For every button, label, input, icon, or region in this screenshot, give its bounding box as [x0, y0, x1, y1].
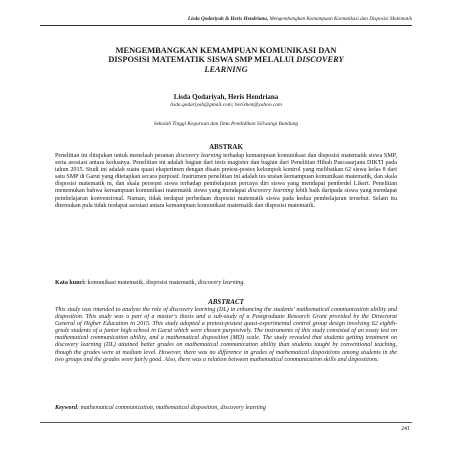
kata-kunci-label: Kata kunci: — [55, 280, 86, 286]
kata-kunci — [55, 280, 397, 287]
title-line-1: MENGEMBANGKAN KEMAMPUAN KOMUNIKASI DAN — [115, 46, 337, 55]
abstract-body: This study was intended to analyze the role of discovery learning (DL) in enhancing the students' mathematical communication ability and disposition. This study was a part of a master's thesis and a sub-study of a Postgraduate Research Grant provided by the Directorat General of Higher Education in 2015. This study adopted a pretest-postest quasi-experimental control group design involving 62 eighth-grade students of a junior high school in Garut which were chosen purposively. The instruments of this study consisted of an essay test on mathematical communication ability, and a mathematical disposition (MD) scale. The study revealed that students getting treatment on discovery learning (DL) attained better grades on mathematical communication ability than students taught by conventional teaching, though the grades were at medium level. However, there was no difference in grades of mathematical dispositions among students in the two groups and the grades were fairly good. Also, there was a relation between mathematical communication skills and dispositions. — [55, 307, 397, 363]
author-names: Lisda Qodariyah, Heris Hendriana — [173, 93, 279, 101]
abstrak-heading: ABSTRAK — [209, 143, 243, 151]
title-line-3 — [60, 65, 392, 74]
running-head-authors: Lisda Qodariyah & Heris Hendriana, — [187, 16, 269, 22]
title-line-2-italic: DISCOVERY — [296, 55, 344, 65]
title-line-2-plain: DISPOSISI MATEMATIK SISWA SMP MELALUI — [108, 55, 295, 65]
running-head-title: Mengembangkan Kemampuan Komunikasi dan Disposisi Matematik — [269, 16, 412, 22]
title-line-2 — [60, 55, 392, 64]
footer-rule — [40, 422, 412, 423]
keyword-text: : mathematical communication, mathematical disposition, discovery learning — [77, 405, 266, 411]
abstrak-text-a: Penelitian ini ditujukan untuk menelaah peranan — [55, 153, 174, 159]
title-line-3-italic: LEARNING — [204, 64, 248, 74]
abstrak-text-c: terhadap kemampuan komunikasi dan disposisi matematik siswa SMP, serta asosiasi antara keduanya. Penelitian ini adalah bagian dari tesis magister dan bagian dari Penelitian Hibah Pascasarjana DIKTI pada tahun 2015. Studi ini adalah suatu quasi eksperimen dengan disain pretest-postes kelompok kontrol yang melibatkan 62 siswa kelas 8 dari satu SMP di Garut yang ditetapkan secara purposif. Instrumen penelitian ini adalah tes uraian kemampuan komunikasi matematik, dan skala disposisi matematik m, dan skala persepsi siswa terhadap pembelajaran percaya diri siswa yang mendapat pembedel Likert. Penelitian menemukan bahwa kemampuan komunikasi matematik siswa yang mendapat — [55, 153, 397, 195]
keyword-label: Keyword — [55, 405, 78, 411]
abstrak-text-b: discovery learning — [175, 153, 222, 159]
keyword-line — [55, 405, 397, 412]
abstrak-body — [55, 153, 397, 210]
kata-kunci-text-a: komunikasi matematik, disposisi matematik, — [87, 280, 197, 286]
kata-kunci-text-b: discovery learning. — [197, 280, 245, 286]
author-affiliation: Sekolah Tinggi Keguruan dan Ilmu Pendidikan Siliwangi Bandung — [153, 121, 299, 127]
abstrak-text-d: discovery learning — [247, 188, 294, 195]
abstrak-text-e: lebih baik daripada siswa yang mendapat pembelajaran konvensional. Naman, tidak terdapat perbedaan disposisi matematik siswa pada kedua pembelajaran tersebut. Selain itu ditemukan pula tidak terdapat asosiasi antara kemampuan komunikasi matematik dan disposisi matematik. — [55, 188, 397, 209]
header-rule — [40, 25, 412, 26]
abstract-heading: ABSTRACT — [208, 298, 244, 306]
running-head — [40, 16, 412, 22]
page-number: 241 — [401, 426, 410, 432]
paper-title — [60, 46, 392, 74]
author-emails: lisda.qodariyah@gmail.com; herishen@yahoo.com — [170, 102, 282, 108]
